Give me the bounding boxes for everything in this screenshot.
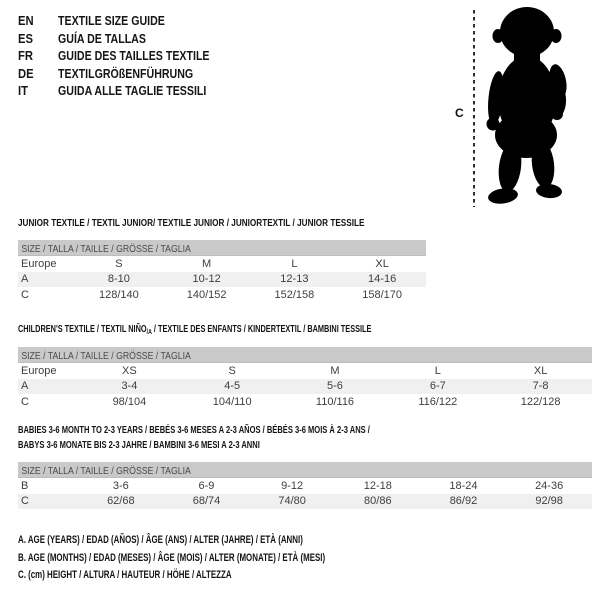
value-cell: 122/128	[520, 395, 561, 408]
children-title-post: / TEXTILE DES ENFANTS / KINDERTEXTIL / BAMBINI TESSILE	[151, 323, 372, 335]
value-cell: 10-12	[192, 273, 221, 286]
language-label: TEXTILE SIZE GUIDE	[58, 14, 165, 28]
table-row	[18, 256, 426, 272]
language-row-it	[18, 83, 236, 101]
language-code: DE	[18, 66, 34, 81]
table-row	[18, 478, 592, 494]
value-cell: M	[330, 364, 340, 377]
table-row	[18, 272, 426, 288]
junior-table-title: JUNIOR TEXTILE / TEXTIL JUNIOR/ TEXTILE JUNIOR / JUNIORTEXTIL / JUNIOR TESSILE	[18, 217, 365, 229]
junior-size-table	[18, 240, 426, 303]
row-label-cell: B	[21, 479, 29, 492]
language-row-de	[18, 66, 236, 84]
legend-age-years: A. AGE (YEARS) / EDAD (AÑOS) / ÂGE (ANS) / ALTER (JAHRE) / ETÀ (ANNI)	[18, 534, 303, 546]
size-header-text: SIZE / TALLA / TAILLE / GRÖSSE / TAGLIA	[21, 465, 191, 477]
value-cell: XS	[122, 364, 137, 377]
value-cell: XL	[533, 364, 548, 377]
row-label-cell: A	[21, 273, 29, 286]
language-code: EN	[18, 14, 34, 28]
value-cell: 9-12	[281, 479, 304, 492]
value-cell: XL	[375, 257, 389, 270]
value-cell: 14-16	[368, 273, 397, 286]
value-cell: 5-6	[327, 380, 343, 393]
row-label-cell: A	[21, 380, 29, 393]
value-cell: 80/86	[364, 495, 392, 508]
language-code: IT	[18, 84, 28, 98]
size-header-bar	[18, 347, 592, 363]
value-cell: S	[228, 364, 236, 377]
value-cell: 18-24	[449, 479, 478, 492]
language-label: TEXTILGRÖßENFÜHRUNG	[58, 66, 194, 81]
babies-table-grid	[18, 478, 592, 509]
height-measure-label: C	[455, 106, 464, 120]
value-cell: 152/158	[274, 288, 315, 301]
babies-title-line2: BABYS 3-6 MONATE BIS 2-3 JAHRE / BAMBINI 3-6 MESI A 2-3 ANNI	[18, 439, 260, 451]
value-cell: L	[291, 257, 298, 270]
value-cell: 12-13	[280, 273, 309, 286]
value-cell: 7-8	[532, 380, 549, 393]
babies-table-title	[18, 423, 370, 453]
value-cell: 6-7	[429, 380, 446, 393]
value-cell: 110/116	[315, 395, 355, 408]
value-cell: 86/92	[449, 495, 478, 508]
value-cell: 68/74	[192, 495, 221, 508]
table-row	[18, 287, 426, 303]
value-cell: S	[115, 257, 123, 270]
value-cell: 8-10	[107, 273, 130, 286]
language-label: GUIDA ALLE TAGLIE TESSILI	[58, 84, 207, 98]
value-cell: 92/98	[535, 495, 563, 508]
value-cell: 128/140	[98, 288, 139, 301]
value-cell: 74/80	[278, 495, 306, 508]
value-cell: 104/110	[212, 395, 252, 408]
children-title-sub: /A	[146, 327, 152, 336]
row-label-cell: Europe	[21, 257, 57, 270]
value-cell: 116/122	[418, 395, 458, 408]
table-row	[18, 494, 592, 510]
table-row	[18, 379, 592, 395]
children-size-table	[18, 347, 592, 410]
size-header-text: SIZE / TALLA / TAILLE / GRÖSSE / TAGLIA	[21, 243, 191, 255]
legend-height-cm: C. (cm) HEIGHT / ALTURA / HAUTEUR / HÖHE / ALTEZZA	[18, 569, 232, 581]
row-label-cell: C	[21, 495, 29, 508]
value-cell: 6-9	[198, 479, 215, 492]
row-label-cell: C	[21, 288, 29, 301]
table-row	[18, 363, 592, 379]
language-row-fr	[18, 48, 236, 66]
size-header-bar	[18, 240, 426, 256]
height-measure-dashed-line	[473, 10, 475, 207]
language-label: GUIDE DES TAILLES TEXTILE	[58, 49, 210, 63]
row-label-cell: C	[21, 395, 29, 408]
measurement-legend	[18, 532, 445, 585]
language-row-en	[18, 13, 236, 31]
junior-table-grid	[18, 256, 426, 303]
value-cell: 3-4	[121, 380, 138, 393]
size-header-bar	[18, 462, 592, 478]
children-table-title	[18, 322, 371, 339]
value-cell: 140/152	[186, 288, 227, 301]
row-label-cell: Europe	[21, 364, 57, 377]
value-cell: L	[434, 364, 441, 377]
language-code: FR	[18, 49, 34, 63]
language-row-es	[18, 31, 236, 49]
value-cell: 62/68	[107, 495, 135, 508]
language-label: GUÍA DE TALLAS	[58, 31, 146, 46]
children-table-grid	[18, 363, 592, 410]
size-header-text: SIZE / TALLA / TAILLE / GRÖSSE / TAGLIA	[21, 350, 191, 362]
table-row	[18, 394, 592, 410]
value-cell: 4-5	[224, 380, 241, 393]
value-cell: 158/170	[362, 288, 402, 301]
language-code: ES	[18, 31, 34, 46]
baby-silhouette-icon	[482, 5, 578, 210]
language-title-list	[18, 13, 236, 101]
children-title-pre: CHILDREN'S TEXTILE / TEXTIL NIÑO	[18, 323, 147, 335]
value-cell: M	[202, 257, 212, 270]
value-cell: 12-18	[363, 479, 392, 492]
babies-size-table	[18, 462, 592, 509]
babies-title-line1: BABIES 3-6 MONTH TO 2-3 YEARS / BEBÉS 3-6 MESES A 2-3 AÑOS / BÉBÉS 3-6 MOIS À 2-3 ANS /	[18, 424, 370, 436]
value-cell: 24-36	[535, 479, 564, 492]
legend-age-months: B. AGE (MONTHS) / EDAD (MESES) / ÂGE (MOIS) / ALTER (MONATE) / ETÀ (MESI)	[18, 551, 326, 564]
value-cell: 3-6	[112, 479, 129, 492]
value-cell: 98/104	[112, 395, 147, 408]
